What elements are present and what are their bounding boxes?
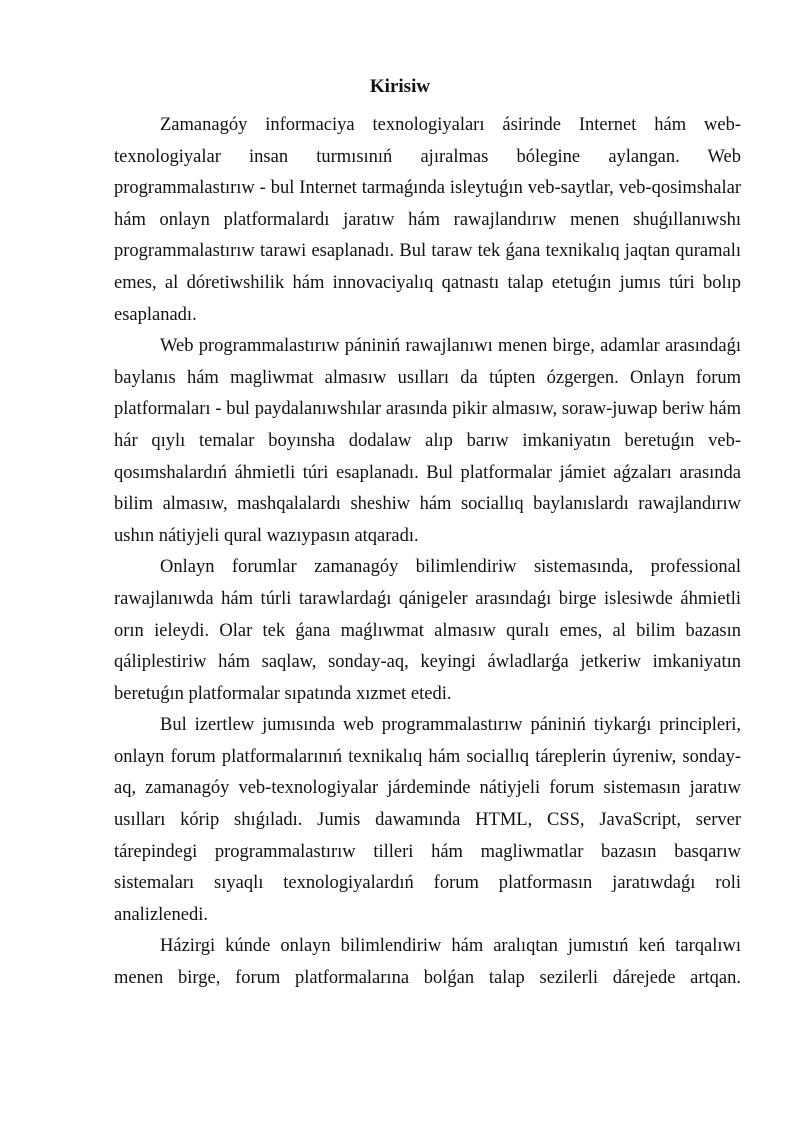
document-body <box>114 110 741 995</box>
paragraph-3: Onlayn forumlar zamanagóy bilimlendiriw sistemasında, professional rawajlanıwda hám túrli tarawlardaǵı qánigeler arasındaǵı birge islesiwde áhmietli orın ieleydi. Olar tek ǵana maǵlıwmat almasıw quralı emes, al bilim bazasın qáliplestiriw hám saqlaw, sonday-aq, keyingi áwladlarǵa jetkeriw imkaniyatın beretuǵın platformalar sıpatında xızmet etedi. <box>114 557 741 704</box>
page-title: Kirisiw <box>369 76 431 97</box>
paragraph-2: Web programmalastırıw pániniń rawajlanıwı menen birge, adamlar arasındaǵı baylanıs hám magliwmat almasıw usılları da túpten ózgergen. Onlayn forum platformaları - bul paydalanıwshılar arasında pikir almasıw, soraw-juwap beriw hám hár qıylı temalar boyınsha dodalaw alıp barıw imkaniyatın beretuǵın veb-qosımshalardıń áhmietli túri esaplanadı. Bul platformalar jámiet aǵzaları arasında bilim almasıw, mashqalalardı sheshiw hám sociallıq baylanıslardı rawajlandırıw ushın nátiyjeli qural wazıypasın atqaradı. <box>114 336 741 546</box>
paragraph-1: Zamanagóy informaciya texnologiyaları ásirinde Internet hám web-texnologiyalar insan turmısınıń ajıralmas bólegine aylangan. Web programmalastırıw - bul Internet tarmaǵında isleytuǵın veb-saytlar, veb-qosimshalar hám onlayn platformalardı jaratıw hám rawajlandırıw menen shuǵıllanıwshı programmalastırıw tarawi esaplanadı. Bul taraw tek ǵana texnikalıq jaqtan quramalı emes, al dóretiwshilik hám innovaciyalıq qatnastı talap etetuǵın jumıs túri bolıp esaplanadı. <box>114 115 741 325</box>
paragraph-5: Házirgi kúnde onlayn bilimlendiriw hám aralıqtan jumıstıń keń tarqalıwı menen birge, forum platformalarına bolǵan talap sezilerli dárejede artqan. <box>114 936 741 989</box>
paragraph-4: Bul izertlew jumısında web programmalastırıw pániniń tiykarǵı principleri, onlayn forum platformalarınıń texnikalıq hám sociallıq táreplerin úyreniw, sonday-aq, zamanagóy veb-texnologiyalar járdeminde nátiyjeli forum sistemasın jaratıw usılları kórip shıǵıladı. Jumis dawamında HTML, CSS, JavaScript, server tárepindegi programmalastırıw tilleri hám magliwmatlar bazasın basqarıw sistemaları sıyaqlı texnologiyalardıń forum platformasın jaratıwdaǵı roli analizlenedi. <box>114 715 741 925</box>
